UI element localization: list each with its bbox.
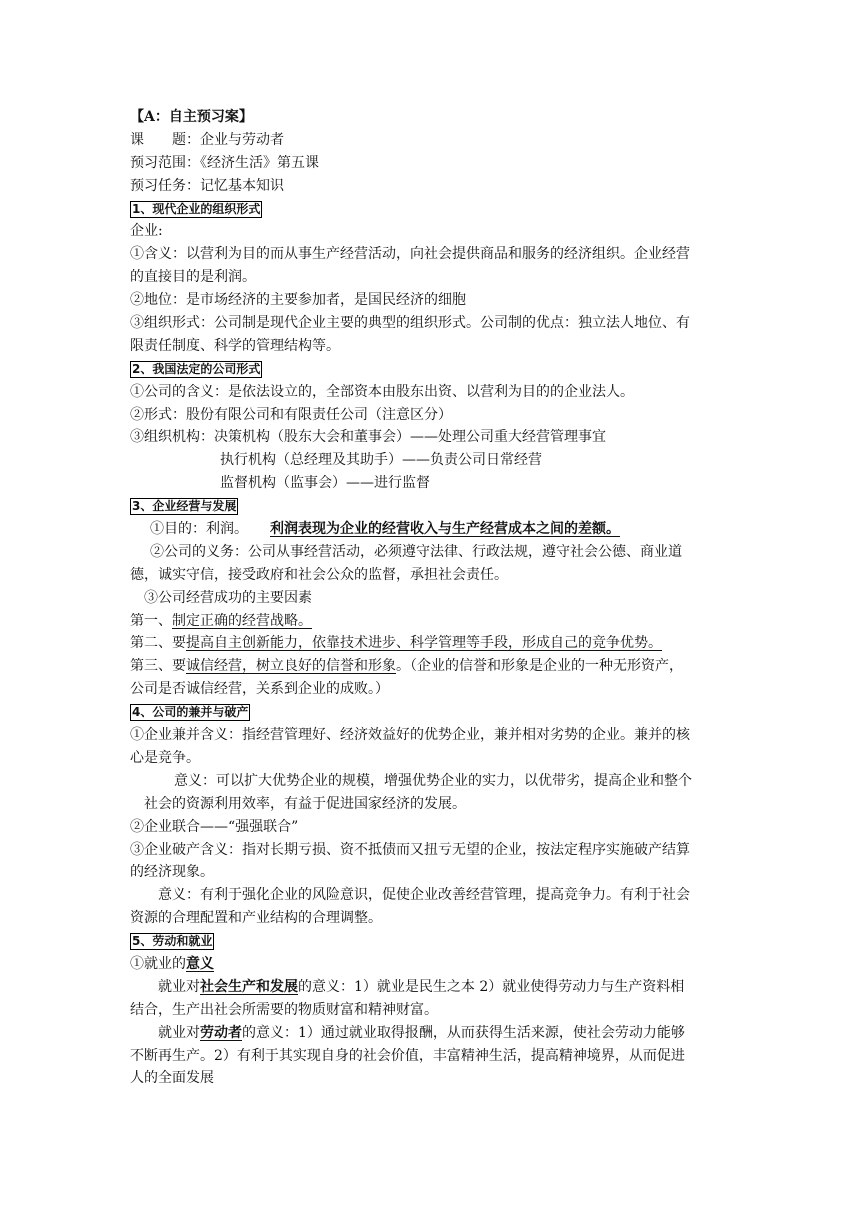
profit-definition: 利润表现为企业的经营收入与生产经营成本之间的差额。 [270,521,620,538]
paragraph-line: 的经济现象。 [130,864,214,881]
paragraph-line [130,1022,730,1045]
section-4-heading: 4、公司的兼并与破产 [132,705,249,720]
paragraph-line: 企业: [130,223,163,240]
paragraph-line [130,518,730,541]
paragraph-line: ③组织形式：公司制是现代企业主要的典型的组织形式。公司制的优点：独立法人地位、有 [130,315,690,332]
paragraph-line: 人的全面发展 [130,1070,214,1087]
paragraph-line: 不断再生产。2）有利于其实现自身的社会价值，丰富精神生活，提高精神境界，从而促进 [130,1047,685,1064]
section-3-heading: 3、企业经营与发展 [132,499,237,514]
range-line: 预习范围：《经济生活》第五课 [130,154,319,171]
section-1-heading: 1、现代企业的组织形式 [132,201,261,216]
paragraph-line: 结合，生产出社会所需要的物质财富和精神财富。 [130,1001,438,1018]
factor-note: 。（企业的信誉和形象是企业的一种无形资产， [396,658,683,675]
paragraph-line [130,632,730,655]
paragraph-line: 的直接目的是利润。 [130,269,256,286]
paragraph-line: 意义：有利于强化企业的风险意识，促使企业改善经营管理，提高竞争力。有利于社会 [158,887,690,904]
paragraph-line: 公司是否诚信经营，关系到企业的成败。） [130,681,389,698]
factor-text: 制定正确的经营战略。 [172,612,312,629]
task-line: 预习任务：记忆基本知识 [130,177,284,194]
topic-label: 课 题： [130,131,200,148]
paragraph-line: 监督机构（监事会）——进行监督 [220,475,430,492]
preview-heading: 【A：自主预习案】 [130,109,253,125]
text-run: 就业对 [158,978,200,995]
paragraph-line [130,953,730,976]
meaning-emphasis: 意义 [186,955,214,972]
worker-emphasis: 劳动者 [200,1024,242,1041]
paragraph-line: 意义：可以扩大优势企业的规模，增强优势企业的实力，以优带劣，提高企业和整个 [174,772,692,789]
topic-line [130,129,730,152]
paragraph-line: ①含义：以营利为目的而从事生产经营活动，向社会提供商品和服务的经济组织。企业经营 [130,246,690,263]
paragraph-line: ②形式：股份有限公司和有限责任公司（注意区分） [130,406,452,423]
text-run: 就业对 [158,1024,200,1041]
paragraph-line: ②公司的义务：公司从事经营活动，必须遵守法律、行政法规，遵守社会公德、商业道 [150,543,682,560]
text-run: 的意义：1）就业是民生之本 2）就业使得劳动力与生产资料相 [298,978,685,995]
paragraph-line: 资源的合理配置和产业结构的合理调整。 [130,910,382,927]
paragraph-line: 德，诚实守信，接受政府和社会公众的监督，承担社会责任。 [130,566,508,583]
factor-label: 第一、 [130,612,172,629]
paragraph-line [130,610,730,633]
goal-label: ①目的：利润。 [150,521,248,538]
paragraph-line: ①企业兼并含义：指经营管理好、经济效益好的优势企业，兼并相对劣势的企业。兼并的核 [130,727,690,744]
paragraph-line: ②企业联合——“强强联合” [130,818,299,835]
section-5-heading: 5、劳动和就业 [132,934,213,949]
paragraph-line: 执行机构（总经理及其助手）——负责公司日常经营 [220,452,542,469]
section-2-heading: 2、我国法定的公司形式 [132,361,261,376]
document-page [130,106,730,1090]
paragraph-line: 限责任制度、科学的管理结构等。 [130,337,340,354]
paragraph-line [130,655,730,678]
paragraph-line: ②地位：是市场经济的主要参加者，是国民经济的细胞 [130,292,466,309]
paragraph-line: ③组织机构：决策机构（股东大会和董事会）——处理公司重大经营管理事宜 [130,429,606,446]
employment-label: ①就业的 [130,955,186,972]
paragraph-line [130,976,730,999]
paragraph-line: 社会的资源利用效率，有益于促进国家经济的发展。 [144,795,466,812]
factor-text: 提高自主创新能力，依靠技术进步、科学管理等手段，形成自己的竞争优势。 [186,635,662,652]
society-emphasis: 社会生产和发展 [200,978,298,995]
paragraph-line: ③公司经营成功的主要因素 [144,589,312,606]
topic-value: 企业与劳动者 [200,131,284,148]
factor-label: 第三、要 [130,658,186,675]
paragraph-line: ①公司的含义：是依法设立的，全部资本由股东出资、以营利为目的的企业法人。 [130,383,634,400]
paragraph-line: ③企业破产含义：指对长期亏损、资不抵债而又扭亏无望的企业，按法定程序实施破产结算 [130,841,690,858]
factor-label: 第二、要 [130,635,186,652]
text-run: 的意义：1）通过就业取得报酬，从而获得生活来源，使社会劳动力能够 [242,1024,685,1041]
factor-text: 诚信经营，树立良好的信誉和形象 [186,658,396,675]
paragraph-line: 心是竞争。 [130,749,200,766]
